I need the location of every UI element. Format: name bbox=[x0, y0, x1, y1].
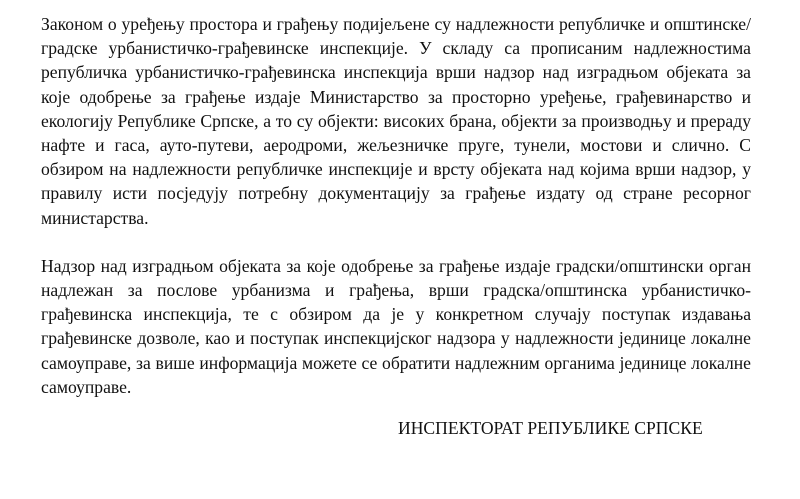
signature-inspectorate: ИНСПЕКТОРАТ РЕПУБЛИКЕ СРПСКЕ bbox=[398, 418, 703, 438]
paragraph-local-supervision: Надзор над изградњом објеката за које одобрење за грађење издаје градски/општински орган надлежан за послове урбанизма и грађења, врши градска/општинска урбанистичко-грађевинска инспекција, те с обзиром да је у конкретном случају поступак издавања грађевинске дозволе, као и поступак инспекцијског надзора у надлежности јединице локалне самоуправе, за више информација можете се обратити надлежним органима јединице локалне самоуправе. bbox=[41, 255, 751, 397]
document-body bbox=[41, 12, 751, 399]
paragraph-jurisdiction: Законом о уређењу простора и грађењу подијељене су надлежности републичке и општинске/градске урбанистичко-грађевинске инспекције. У складу са прописаним надлежностима републичка урбанистичко-грађевинска инспекција врши надзор над изградњом објеката за које одобрење за грађење издаје Министарство за просторно уређење, грађевинарство и екологију Републике Српске, а то су објекти: високих брана, објекти за производњу и прераду нафте и гаса, ауто-путеви, аеродроми, жељезничке пруге, тунели, мостови и слично. С обзиром на надлежности републичке инспекције и врсту објеката над којима врши надзор, у правилу исти посједују потребну документацију за грађење издату од стране ресорног министарства. bbox=[41, 14, 751, 228]
